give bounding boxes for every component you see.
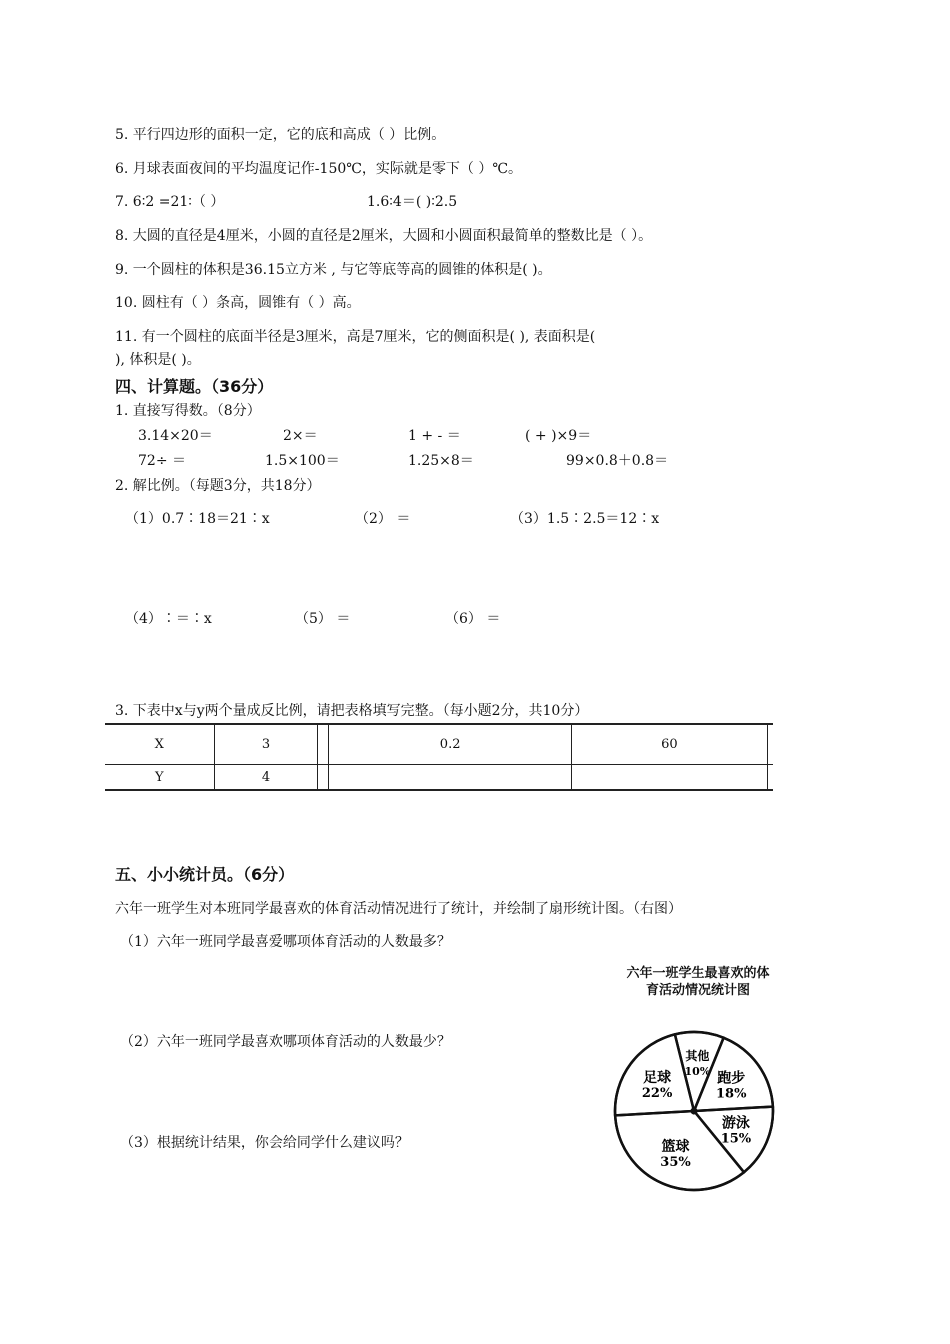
table-row xyxy=(105,765,773,791)
table-cell[interactable] xyxy=(318,765,329,791)
question-6: 6. 月球表面夜间的平均温度记作-150℃，实际就是零下（ ）℃。 xyxy=(115,161,523,177)
stats-question-1: （1）六年一班同学最喜爱哪项体育活动的人数最多？ xyxy=(120,934,451,950)
section-4-title: 四、计算题。（36分） xyxy=(115,377,274,396)
calc-item: ( + )×9＝ xyxy=(525,428,592,444)
pie-label: 足球 xyxy=(643,1069,672,1086)
question-11-line-2: ), 体积是( )。 xyxy=(115,352,201,368)
proportion-item: （2） ＝ xyxy=(355,511,411,527)
stats-question-2: （2）六年一班同学最喜欢哪项体育活动的人数最少？ xyxy=(120,1034,451,1050)
table-cell[interactable] xyxy=(329,765,571,791)
inverse-proportion-table xyxy=(105,723,773,791)
part-2-title: 2. 解比例。（每题3分，共18分） xyxy=(115,478,321,494)
calc-item: 72÷ ＝ xyxy=(138,453,186,469)
pie-percent: 18% xyxy=(716,1086,747,1102)
proportion-item: （4）∶＝∶x xyxy=(125,611,212,627)
table-cell: 60 xyxy=(571,724,767,765)
pie-percent: 22% xyxy=(641,1085,673,1101)
calc-item: 1.5×100＝ xyxy=(265,453,340,469)
part-3-title: 3. 下表中x与y两个量成反比例，请把表格填写完整。（每小题2分，共10分） xyxy=(115,703,589,719)
pie-label: 游泳 xyxy=(721,1115,750,1132)
table-cell: 0.2 xyxy=(329,724,571,765)
question-8: 8. 大圆的直径是4厘米，小圆的直径是2厘米，大圆和小圆面积最简单的整数比是（ ）。 xyxy=(115,228,653,244)
calc-item: 1.25×8＝ xyxy=(408,453,474,469)
calc-item: 99×0.8＋0.8＝ xyxy=(566,453,669,469)
pie-label: 篮球 xyxy=(661,1138,690,1155)
pie-chart xyxy=(608,1028,784,1196)
chart-title-line-2: 育活动情况统计图 xyxy=(645,983,750,998)
question-11-line-1: 11. 有一个圆柱的底面半径是3厘米，高是7厘米，它的侧面积是( ), 表面积是( xyxy=(115,329,596,345)
table-row xyxy=(105,724,773,765)
table-cell[interactable] xyxy=(318,724,329,765)
table-cell[interactable] xyxy=(571,765,767,791)
proportion-item: （3）1.5∶2.5＝12∶x xyxy=(510,511,660,527)
pie-center xyxy=(691,1108,698,1115)
section-5-intro: 六年一班学生对本班同学最喜欢的体育活动情况进行了统计，并绘制了扇形统计图。（右图） xyxy=(115,901,682,917)
table-cell: 3 xyxy=(214,724,318,765)
section-5-title: 五、小小统计员。（6分） xyxy=(115,865,295,884)
table-cell: Y xyxy=(105,765,214,791)
pie-label: 跑步 xyxy=(717,1070,746,1087)
pie-label: 其他 xyxy=(685,1049,710,1064)
question-7-part-a: 7. 6∶2 =21∶（ ） xyxy=(115,194,225,210)
pie-percent: 35% xyxy=(660,1154,691,1170)
question-10: 10. 圆柱有（ ）条高，圆锥有（ ）高。 xyxy=(115,295,361,311)
proportion-item: （1）0.7∶18＝21∶x xyxy=(125,511,270,527)
table-cell[interactable] xyxy=(767,765,773,791)
table-cell: X xyxy=(105,724,214,765)
proportion-item: （6） ＝ xyxy=(445,611,501,627)
table-cell[interactable] xyxy=(767,724,773,765)
question-7-part-b: 1.6∶4＝( )∶2.5 xyxy=(367,194,458,210)
pie-percent: 15% xyxy=(720,1131,752,1147)
part-1-title: 1. 直接写得数。（8分） xyxy=(115,403,261,419)
question-9: 9. 一个圆柱的体积是36.15立方米 , 与它等底等高的圆锥的体积是( )。 xyxy=(115,262,552,278)
table-cell: 4 xyxy=(214,765,318,791)
calc-item: 1 + - ＝ xyxy=(408,428,461,444)
calc-item: 2×＝ xyxy=(283,428,318,444)
chart-title-line-1: 六年一班学生最喜欢的体 xyxy=(626,966,770,981)
calc-item: 3.14×20＝ xyxy=(138,428,213,444)
question-5: 5. 平行四边形的面积一定，它的底和高成（ ）比例。 xyxy=(115,127,446,143)
proportion-item: （5） ＝ xyxy=(295,611,351,627)
pie-percent: 10% xyxy=(684,1065,711,1079)
stats-question-3: （3）根据统计结果，你会给同学什么建议吗？ xyxy=(120,1135,409,1151)
